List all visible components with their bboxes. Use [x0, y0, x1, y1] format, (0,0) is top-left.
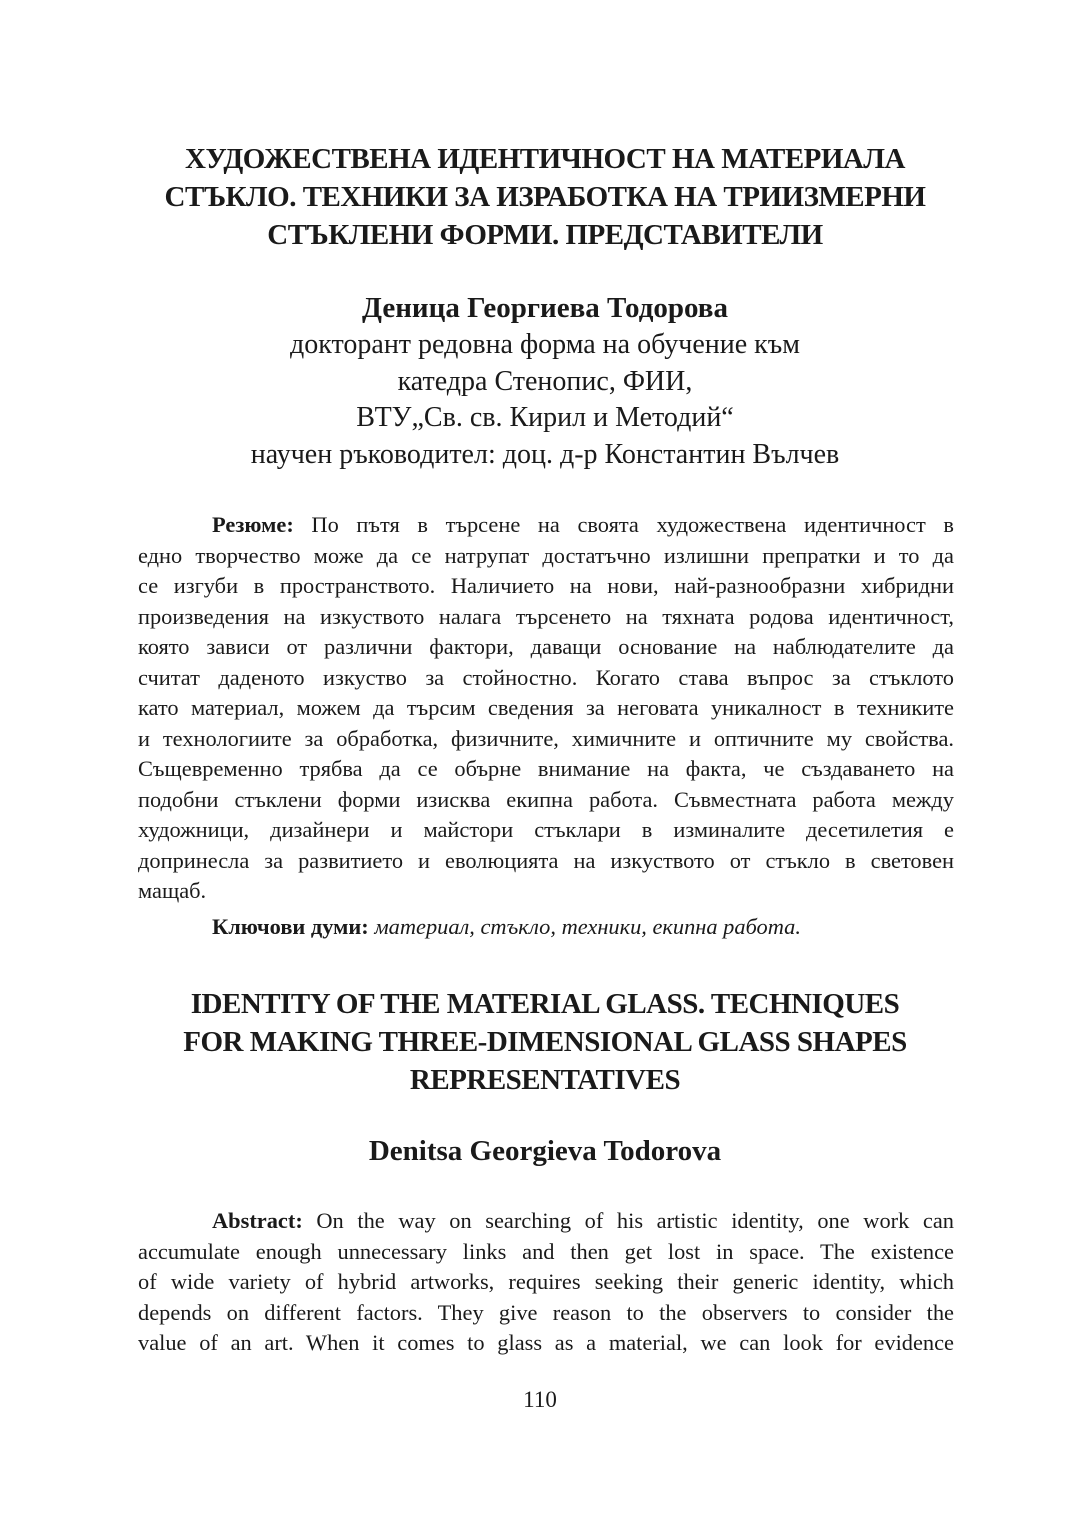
- affiliation-line: ВТУ„Св. св. Кирил и Методий“: [356, 402, 734, 433]
- abstract-bg-line: и технологиите за обработка, физичните, химичните и оптичните му свойства.: [138, 725, 954, 751]
- title-bg-line: СТЪКЛО. ТЕХНИКИ ЗА ИЗРАБОТКА НА ТРИИЗМЕРНИ: [164, 181, 926, 213]
- abstract-bg-line: произведения на изкуството налага търсенето на тяхната родова идентичност,: [138, 603, 954, 629]
- abstract-en-line: depends on different factors. They give reason to the observers to consider the: [138, 1299, 954, 1325]
- abstract-bg: [138, 510, 954, 907]
- title-en: [120, 985, 970, 1099]
- keywords: [212, 912, 801, 943]
- abstract-en: [138, 1206, 954, 1359]
- abstract-bg-label: Резюме:: [212, 512, 294, 537]
- abstract-bg-line: [138, 510, 954, 541]
- abstract-en-label: Abstract:: [212, 1208, 303, 1233]
- title-bg: [120, 140, 970, 254]
- abstract-bg-line: се изгуби в пространството. Наличието на нови, най-разнообразни хибридни: [138, 573, 954, 598]
- abstract-bg-line: мащаб.: [138, 878, 207, 903]
- abstract-en-line: of wide variety of hybrid artworks, requires seeking their generic identity, which: [138, 1269, 954, 1294]
- affiliation-line: катедра Стенопис, ФИИ,: [397, 365, 693, 397]
- abstract-bg-line: едно творчество може да се натрупат достатъчно излишни препратки и то да: [138, 542, 954, 568]
- page-number: 110: [523, 1387, 557, 1412]
- title-bg-line: СТЪКЛЕНИ ФОРМИ. ПРЕДСТАВИТЕЛИ: [267, 219, 823, 251]
- abstract-en-line: accumulate enough unnecessary links and then get lost in space. The existence: [138, 1238, 954, 1264]
- affiliation-line: научен ръководител: доц. д-р Константин Вълчев: [250, 438, 840, 470]
- title-en-line: REPRESENTATIVES: [409, 1064, 681, 1096]
- author-bg: Деница Георгиева Тодорова: [362, 292, 728, 324]
- abstract-bg-line: като материал, можем да търсим сведения за неговата уникалност в техниките: [138, 695, 954, 720]
- keywords-text: материал, стъкло, техники, екипна работа.: [368, 914, 801, 939]
- abstract-en-text: On the way on searching of his artistic identity, one work can: [302, 1208, 954, 1233]
- abstract-bg-text: По пътя в търсене на своята художествена идентичност в: [293, 512, 954, 537]
- abstract-bg-line: считат даденото изкуство за стойностно. Когато става въпрос за стъклото: [138, 664, 954, 690]
- abstract-bg-line: която зависи от различни фактори, даващи основание на наблюдателите да: [138, 634, 954, 659]
- abstract-bg-line: подобни стъклени форми изисква екипна работа. Съвместната работа между: [138, 786, 954, 812]
- author-en: Denitsa Georgieva Todorova: [368, 1135, 722, 1167]
- abstract-en-line: value of an art. When it comes to glass as a material, we can look for evidence: [138, 1330, 954, 1355]
- abstract-bg-line: допринесла за развитието и еволюцията на изкуството от стъкло в световен: [138, 847, 954, 873]
- title-en-line: IDENTITY OF THE MATERIAL GLASS. TECHNIQUES: [190, 988, 900, 1020]
- abstract-bg-line: художници, дизайнери и майстори стъклари в изминалите десетилетия е: [138, 817, 954, 842]
- title-bg-line: ХУДОЖЕСТВЕНА ИДЕНТИЧНОСТ НА МАТЕРИАЛА: [185, 143, 905, 175]
- affiliation: [120, 327, 970, 473]
- affiliation-line: докторант редовна форма на обучение към: [290, 329, 800, 360]
- abstract-en-line: [138, 1206, 954, 1237]
- title-en-line: FOR MAKING THREE-DIMENSIONAL GLASS SHAPES: [183, 1026, 907, 1058]
- abstract-bg-line: Същевременно трябва да се обърне внимание на факта, че създаването на: [138, 756, 954, 781]
- keywords-label: Ключови думи:: [212, 914, 369, 939]
